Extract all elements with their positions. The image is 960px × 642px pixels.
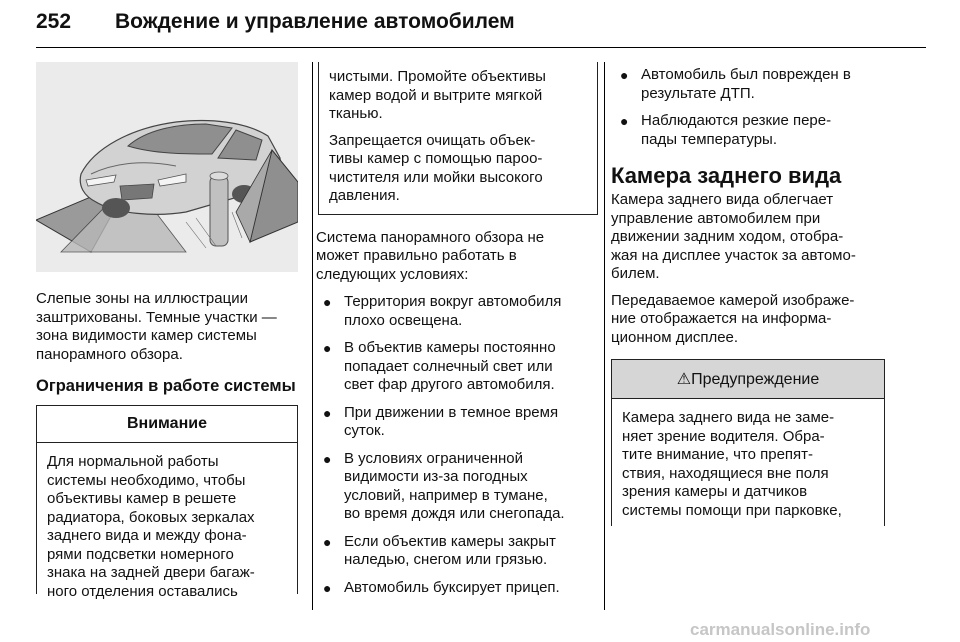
attention-box (36, 405, 298, 600)
warning-box-body (612, 399, 884, 520)
rear-camera-paragraph-2: Передаваемое камерой изображе- ние отображается на информа- ционном дисплее. (611, 291, 855, 346)
bullet-icon: ● (323, 450, 332, 467)
warning-text: Камера заднего вида не заме- няет зрение водителя. Обра- тите внимание, что препят- ствия, находящиеся вне поля зрения камеры и датчиков системы помощи при парковке, (622, 409, 842, 519)
page-header (36, 8, 926, 42)
intro-line: следующих условиях: (316, 265, 469, 283)
attention-line: системы необходимо, чтобы (47, 471, 246, 489)
list-item: ● В объектив камеры постоянно попадает солнечный свет или свет фар другого автомобиля. (323, 339, 556, 393)
rear-camera-paragraph-1: Камера заднего вида облегчает управление автомобилем при движении задним ходом, отобра- жая на дисплее участок за автомо- билем. (611, 191, 856, 282)
attention-cont-line: тивы камер с помощью пароо- (329, 150, 543, 167)
attention-line: Для нормальной работы (47, 453, 219, 470)
attention-cont-line: Запрещается очищать объек- (329, 131, 536, 149)
attention-box-continued (318, 62, 598, 215)
column-divider-left (312, 62, 313, 610)
bullet-icon: ● (323, 579, 332, 596)
attention-cont-line: чистителя или мойки высокого (329, 168, 543, 186)
column-1 (36, 62, 298, 600)
bullet-icon: ● (323, 294, 332, 310)
car-blind-spot-drawing (36, 62, 298, 272)
page-number: 252 (36, 10, 72, 33)
attention-box-title: Внимание (37, 406, 297, 443)
page-title: Вождение и управление автомобилем (115, 10, 515, 33)
section-heading-limitations: Ограничения в работе системы (36, 377, 296, 395)
caption-line: заштрихованы. Темные участки — (36, 308, 277, 326)
attention-box-body (37, 443, 297, 601)
illustration-caption (36, 290, 298, 364)
column-2 (314, 62, 594, 606)
list-item: ● При движении в темное время суток. (323, 403, 559, 439)
caption-line: Слепые зоны на иллюстрации (36, 290, 248, 307)
conditions-intro (316, 229, 594, 285)
attention-line: знака на задней двери багаж- (47, 564, 255, 581)
bullet-icon: ● (323, 533, 332, 550)
attention-cont-line: чистыми. Промойте объективы (329, 68, 546, 85)
list-item: ● Территория вокруг автомобиля плохо освещена. (323, 293, 562, 329)
intro-line: может правильно работать в (316, 247, 517, 264)
warning-title-text: Предупреждение (691, 371, 820, 388)
caption-line: панорамного обзора. (36, 345, 183, 363)
attention-text (47, 453, 285, 601)
list-item: ● В условиях ограниченной видимости из-за погодных условий, например в тумане, во время дождя или снегопада. (323, 449, 565, 522)
attention-cont-paragraph-1 (329, 68, 587, 124)
column-3 (611, 66, 886, 526)
attention-line: радиатора, боковых зеркалах (47, 508, 255, 526)
section-heading-rear-camera: Камера заднего вида (611, 163, 842, 188)
warning-box-title (612, 360, 884, 399)
bullet-icon: ● (323, 404, 332, 421)
intro-line: Система панорамного обзора не (316, 228, 545, 246)
blind-spot-illustration (36, 62, 298, 272)
caption-line: зона видимости камер системы (36, 327, 257, 344)
attention-cont-line: тканью. (329, 105, 383, 122)
attention-line: заднего вида и между фона- (47, 527, 247, 544)
attention-cont-paragraph-2 (329, 132, 587, 206)
attention-line: объективы камер в решете (47, 490, 237, 507)
column-divider-right (604, 62, 605, 610)
bullet-icon: ● (620, 113, 629, 129)
attention-cont-line: камер водой и вытрите мягкой (329, 86, 543, 104)
list-item: ● Если объектив камеры закрыт наледью, снегом или грязью. (323, 532, 556, 568)
list-item: ● Автомобиль буксирует прицеп. (323, 578, 560, 596)
list-item: ● Наблюдаются резкие пере- пады температуры. (620, 112, 832, 148)
attention-line: рями подсветки номерного (47, 545, 234, 563)
header-rule (36, 47, 926, 48)
attention-cont-line: давления. (329, 187, 400, 204)
bullet-icon: ● (620, 67, 629, 83)
watermark: carmanualsonline.info (690, 620, 871, 639)
attention-line: ного отделения оставались (47, 582, 238, 600)
bullet-icon: ● (323, 340, 332, 356)
conditions-list-continued (611, 66, 886, 149)
conditions-list (314, 293, 594, 597)
warning-box (611, 359, 885, 526)
list-item: ● Автомобиль был поврежден в результате ДТП. (620, 66, 851, 102)
warning-triangle-icon: ⚠ (676, 371, 692, 388)
